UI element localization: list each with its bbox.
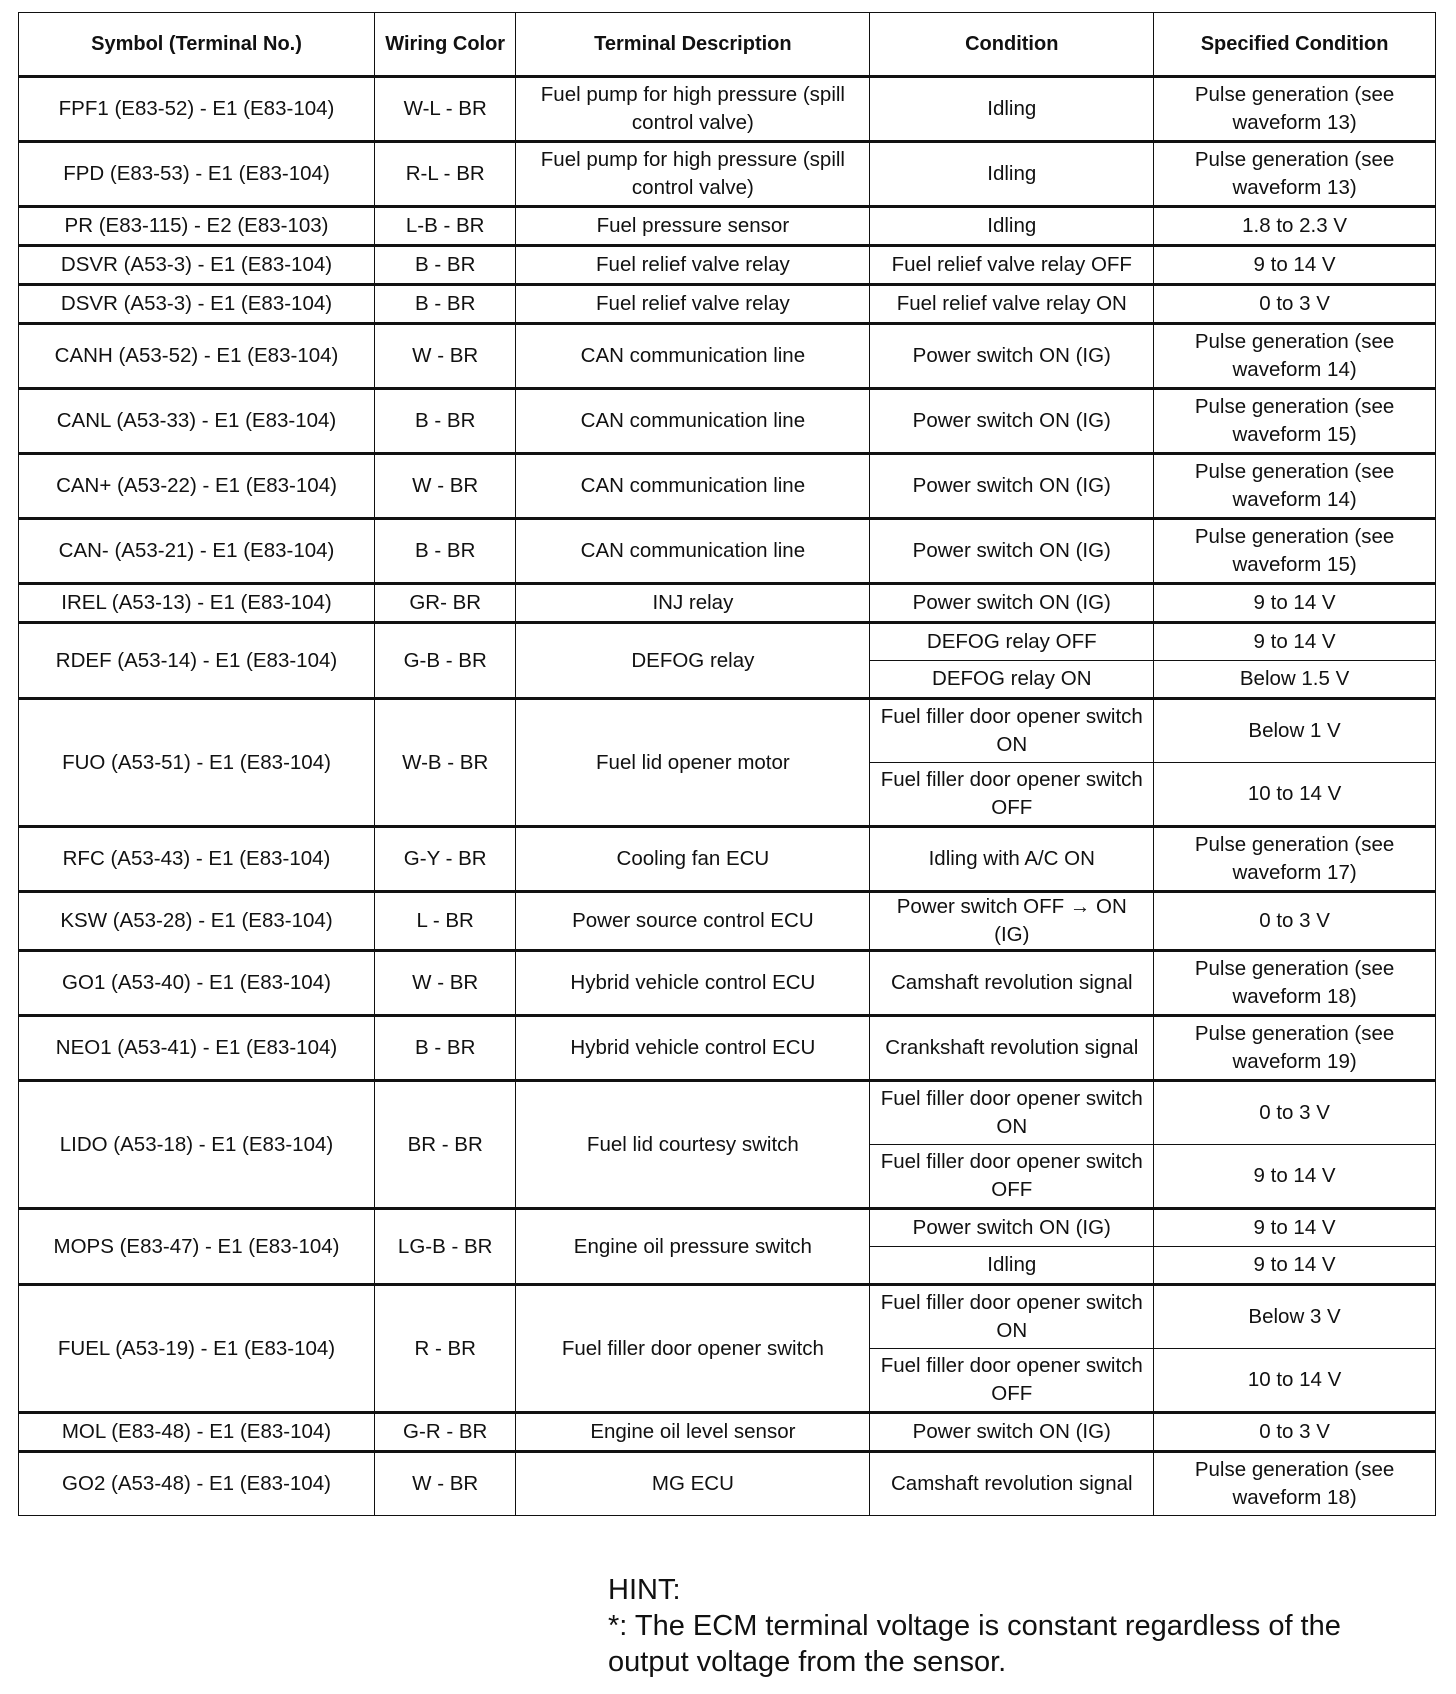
cell-condition: Camshaft revolution signal xyxy=(870,951,1154,1016)
cell-specified-condition: Pulse generation (see waveform 13) xyxy=(1154,77,1436,142)
cell-specified-condition: Pulse generation (see waveform 19) xyxy=(1154,1016,1436,1081)
cell-specified-condition: Pulse generation (see waveform 14) xyxy=(1154,454,1436,519)
table-row xyxy=(19,1452,1436,1516)
cell-condition: Power switch ON (IG) xyxy=(870,324,1154,389)
cell-symbol: FPF1 (E83-52) - E1 (E83-104) xyxy=(19,77,375,142)
cell-specified-condition: 0 to 3 V xyxy=(1154,892,1436,951)
cell-symbol: KSW (A53-28) - E1 (E83-104) xyxy=(19,892,375,951)
cell-condition: Fuel filler door opener switch ON xyxy=(870,1081,1154,1145)
table-row xyxy=(19,623,1436,661)
cell-condition: Fuel filler door opener switch ON xyxy=(870,699,1154,763)
cell-specified-condition: 9 to 14 V xyxy=(1154,623,1436,661)
cell-wiring-color: GR- BR xyxy=(375,584,516,623)
cell-symbol: DSVR (A53-3) - E1 (E83-104) xyxy=(19,246,375,285)
cell-wiring-color: B - BR xyxy=(375,246,516,285)
cell-symbol: IREL (A53-13) - E1 (E83-104) xyxy=(19,584,375,623)
table-header xyxy=(19,13,1436,77)
cell-condition: Camshaft revolution signal xyxy=(870,1452,1154,1516)
cell-symbol: CANL (A53-33) - E1 (E83-104) xyxy=(19,389,375,454)
cell-wiring-color: W - BR xyxy=(375,454,516,519)
cell-wiring-color: G-R - BR xyxy=(375,1413,516,1452)
cell-symbol: RFC (A53-43) - E1 (E83-104) xyxy=(19,827,375,892)
table-row xyxy=(19,1016,1436,1081)
cell-terminal-description: Fuel pressure sensor xyxy=(516,207,870,246)
header-specified-condition: Specified Condition xyxy=(1154,13,1436,77)
table-row xyxy=(19,519,1436,584)
header-symbol: Symbol (Terminal No.) xyxy=(19,13,375,77)
cell-wiring-color: B - BR xyxy=(375,1016,516,1081)
cell-condition: Fuel filler door opener switch ON xyxy=(870,1285,1154,1349)
cell-condition: Power switch OFF → ON (IG) xyxy=(870,892,1154,951)
table-row xyxy=(19,827,1436,892)
header-terminal-description: Terminal Description xyxy=(516,13,870,77)
cell-terminal-description: MG ECU xyxy=(516,1452,870,1516)
table-row xyxy=(19,1285,1436,1349)
table-row xyxy=(19,1081,1436,1145)
cell-symbol: FPD (E83-53) - E1 (E83-104) xyxy=(19,142,375,207)
cell-symbol: MOL (E83-48) - E1 (E83-104) xyxy=(19,1413,375,1452)
cell-condition: Power switch ON (IG) xyxy=(870,1209,1154,1247)
table-row xyxy=(19,892,1436,951)
cell-condition: Power switch ON (IG) xyxy=(870,519,1154,584)
table-row xyxy=(19,699,1436,763)
table-row xyxy=(19,951,1436,1016)
cell-specified-condition: 9 to 14 V xyxy=(1154,1209,1436,1247)
cell-symbol: PR (E83-115) - E2 (E83-103) xyxy=(19,207,375,246)
cell-symbol: DSVR (A53-3) - E1 (E83-104) xyxy=(19,285,375,324)
table-row xyxy=(19,207,1436,246)
cell-specified-condition: 10 to 14 V xyxy=(1154,763,1436,827)
cell-wiring-color: LG-B - BR xyxy=(375,1209,516,1285)
cell-wiring-color: W - BR xyxy=(375,1452,516,1516)
table-row xyxy=(19,1209,1436,1247)
cell-terminal-description: CAN communication line xyxy=(516,324,870,389)
cell-terminal-description: Hybrid vehicle control ECU xyxy=(516,951,870,1016)
cell-condition: Power switch ON (IG) xyxy=(870,584,1154,623)
table-row xyxy=(19,454,1436,519)
cell-specified-condition: 0 to 3 V xyxy=(1154,1413,1436,1452)
cell-condition: Idling xyxy=(870,77,1154,142)
cell-condition: DEFOG relay OFF xyxy=(870,623,1154,661)
cell-condition: DEFOG relay ON xyxy=(870,661,1154,699)
cell-specified-condition: 9 to 14 V xyxy=(1154,1145,1436,1209)
cell-symbol: MOPS (E83-47) - E1 (E83-104) xyxy=(19,1209,375,1285)
cell-terminal-description: Fuel lid opener motor xyxy=(516,699,870,827)
cell-specified-condition: Pulse generation (see waveform 18) xyxy=(1154,951,1436,1016)
cell-condition: Idling xyxy=(870,142,1154,207)
cell-wiring-color: BR - BR xyxy=(375,1081,516,1209)
cell-condition: Power switch ON (IG) xyxy=(870,389,1154,454)
cell-condition: Fuel filler door opener switch OFF xyxy=(870,1145,1154,1209)
cell-wiring-color: W - BR xyxy=(375,324,516,389)
table-body xyxy=(19,77,1436,1516)
cell-terminal-description: INJ relay xyxy=(516,584,870,623)
table-row xyxy=(19,77,1436,142)
cell-terminal-description: CAN communication line xyxy=(516,454,870,519)
cell-terminal-description: CAN communication line xyxy=(516,519,870,584)
hint-text: *: The ECM terminal voltage is constant regardless of the output voltage from the sensor. xyxy=(608,1610,1341,1678)
cell-condition: Crankshaft revolution signal xyxy=(870,1016,1154,1081)
cell-symbol: CAN+ (A53-22) - E1 (E83-104) xyxy=(19,454,375,519)
cell-symbol: FUO (A53-51) - E1 (E83-104) xyxy=(19,699,375,827)
table-row xyxy=(19,142,1436,207)
cell-condition: Fuel filler door opener switch OFF xyxy=(870,763,1154,827)
cell-terminal-description: Fuel pump for high pressure (spill control valve) xyxy=(516,142,870,207)
cell-symbol: GO2 (A53-48) - E1 (E83-104) xyxy=(19,1452,375,1516)
cell-terminal-description: Engine oil level sensor xyxy=(516,1413,870,1452)
cell-condition: Idling xyxy=(870,207,1154,246)
cell-specified-condition: 9 to 14 V xyxy=(1154,1247,1436,1285)
cell-specified-condition: 9 to 14 V xyxy=(1154,246,1436,285)
cell-terminal-description: CAN communication line xyxy=(516,389,870,454)
cell-symbol: FUEL (A53-19) - E1 (E83-104) xyxy=(19,1285,375,1413)
cell-specified-condition: Below 1.5 V xyxy=(1154,661,1436,699)
cell-wiring-color: R - BR xyxy=(375,1285,516,1413)
cell-condition: Fuel relief valve relay ON xyxy=(870,285,1154,324)
table-row xyxy=(19,1413,1436,1452)
cell-specified-condition: Below 1 V xyxy=(1154,699,1436,763)
cell-terminal-description: Fuel relief valve relay xyxy=(516,246,870,285)
cell-wiring-color: B - BR xyxy=(375,285,516,324)
cell-specified-condition: Below 3 V xyxy=(1154,1285,1436,1349)
cell-wiring-color: B - BR xyxy=(375,389,516,454)
cell-specified-condition: Pulse generation (see waveform 18) xyxy=(1154,1452,1436,1516)
cell-condition: Fuel relief valve relay OFF xyxy=(870,246,1154,285)
cell-symbol: LIDO (A53-18) - E1 (E83-104) xyxy=(19,1081,375,1209)
header-row xyxy=(19,13,1436,77)
table-row xyxy=(19,246,1436,285)
terminal-table xyxy=(18,12,1436,1516)
header-wiring-color: Wiring Color xyxy=(375,13,516,77)
cell-terminal-description: Fuel relief valve relay xyxy=(516,285,870,324)
cell-wiring-color: G-Y - BR xyxy=(375,827,516,892)
cell-condition: Power switch ON (IG) xyxy=(870,1413,1154,1452)
cell-terminal-description: Fuel pump for high pressure (spill control valve) xyxy=(516,77,870,142)
cell-condition: Power switch ON (IG) xyxy=(870,454,1154,519)
cell-wiring-color: R-L - BR xyxy=(375,142,516,207)
cell-condition: Fuel filler door opener switch OFF xyxy=(870,1349,1154,1413)
cell-terminal-description: DEFOG relay xyxy=(516,623,870,699)
header-condition: Condition xyxy=(870,13,1154,77)
cell-wiring-color: G-B - BR xyxy=(375,623,516,699)
cell-specified-condition: Pulse generation (see waveform 13) xyxy=(1154,142,1436,207)
cell-wiring-color: W-L - BR xyxy=(375,77,516,142)
cell-specified-condition: 10 to 14 V xyxy=(1154,1349,1436,1413)
table-row xyxy=(19,324,1436,389)
cell-wiring-color: L-B - BR xyxy=(375,207,516,246)
cell-symbol: NEO1 (A53-41) - E1 (E83-104) xyxy=(19,1016,375,1081)
hint-title: HINT: xyxy=(608,1574,681,1606)
cell-specified-condition: 0 to 3 V xyxy=(1154,285,1436,324)
cell-specified-condition: 9 to 14 V xyxy=(1154,584,1436,623)
cell-symbol: RDEF (A53-14) - E1 (E83-104) xyxy=(19,623,375,699)
cell-specified-condition: Pulse generation (see waveform 14) xyxy=(1154,324,1436,389)
table-row xyxy=(19,285,1436,324)
cell-terminal-description: Fuel lid courtesy switch xyxy=(516,1081,870,1209)
cell-symbol: GO1 (A53-40) - E1 (E83-104) xyxy=(19,951,375,1016)
cell-symbol: CANH (A53-52) - E1 (E83-104) xyxy=(19,324,375,389)
cell-terminal-description: Fuel filler door opener switch xyxy=(516,1285,870,1413)
table-row xyxy=(19,584,1436,623)
cell-wiring-color: W-B - BR xyxy=(375,699,516,827)
cell-wiring-color: B - BR xyxy=(375,519,516,584)
cell-specified-condition: Pulse generation (see waveform 15) xyxy=(1154,519,1436,584)
hint-note xyxy=(608,1572,1428,1680)
table-row xyxy=(19,389,1436,454)
cell-specified-condition: Pulse generation (see waveform 17) xyxy=(1154,827,1436,892)
cell-terminal-description: Power source control ECU xyxy=(516,892,870,951)
cell-terminal-description: Hybrid vehicle control ECU xyxy=(516,1016,870,1081)
cell-specified-condition: 1.8 to 2.3 V xyxy=(1154,207,1436,246)
cell-specified-condition: Pulse generation (see waveform 15) xyxy=(1154,389,1436,454)
cell-terminal-description: Engine oil pressure switch xyxy=(516,1209,870,1285)
cell-specified-condition: 0 to 3 V xyxy=(1154,1081,1436,1145)
cell-condition: Idling xyxy=(870,1247,1154,1285)
cell-symbol: CAN- (A53-21) - E1 (E83-104) xyxy=(19,519,375,584)
cell-wiring-color: W - BR xyxy=(375,951,516,1016)
cell-wiring-color: L - BR xyxy=(375,892,516,951)
cell-condition: Idling with A/C ON xyxy=(870,827,1154,892)
cell-terminal-description: Cooling fan ECU xyxy=(516,827,870,892)
